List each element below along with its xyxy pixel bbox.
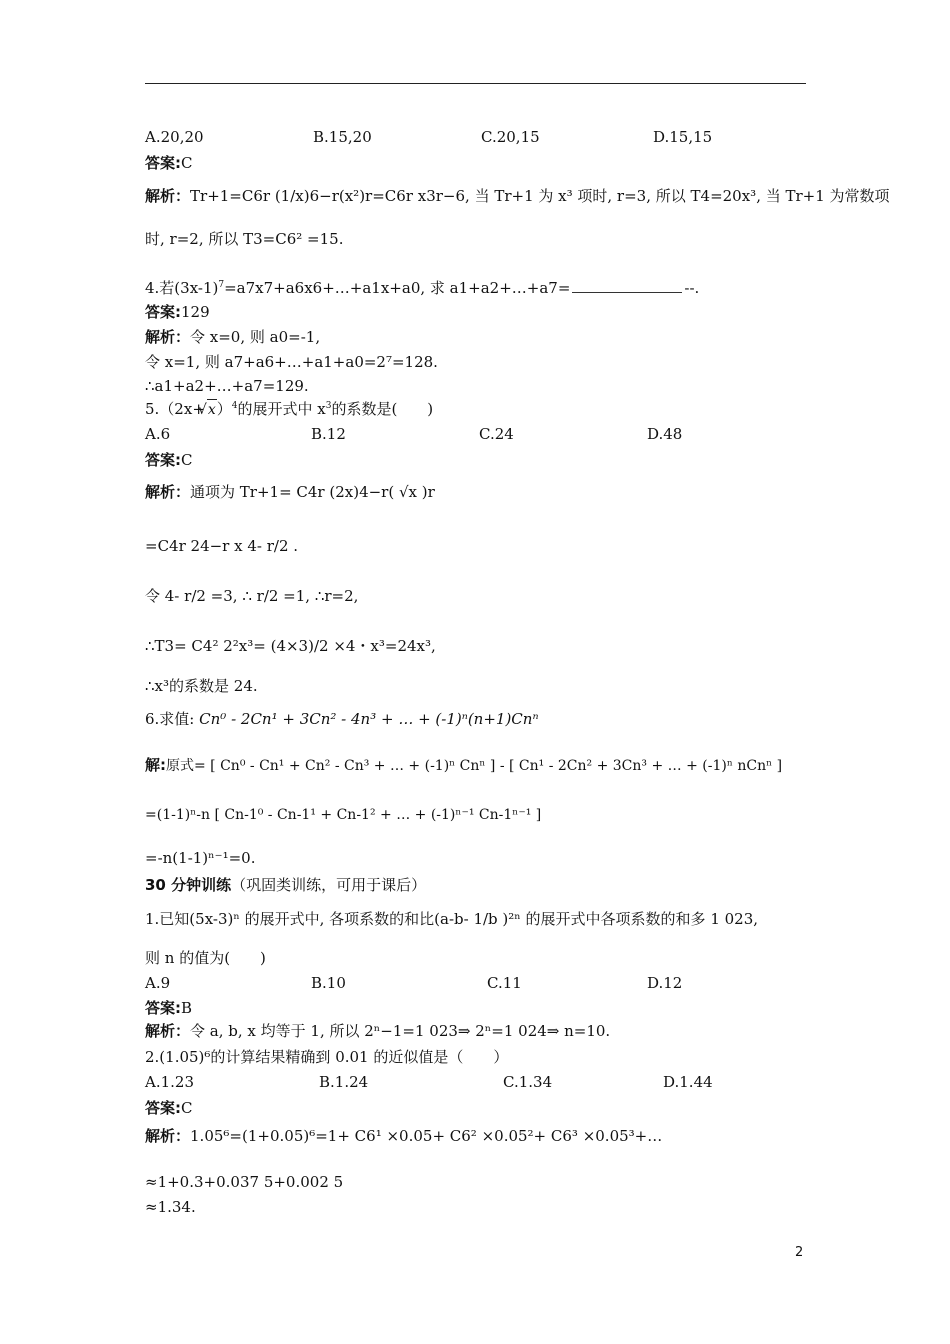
answer-label: 答案: (145, 154, 181, 172)
page-number: 2 (795, 1245, 804, 1260)
solution-label: 解: (145, 756, 166, 774)
q5-analysis-line4: ∴T3= C4² 2²x³= (4×3)/2 ×4・x³=24x³, (145, 637, 436, 655)
q6-solution-line1 (145, 755, 782, 776)
s1-analysis (145, 1021, 610, 1041)
option-b: B.15,20 (313, 128, 372, 146)
q5-analysis-line1 (145, 482, 435, 502)
answer-blank (572, 292, 682, 293)
question-text-c: 的展开式中 x (237, 400, 326, 418)
s1-question-line1: 1.已知(5x-3)ⁿ 的展开式中, 各项系数的和比(a-b- 1/b )²ⁿ 的展开式中各项系数的和多 1 023, (145, 910, 759, 928)
s2-answer (145, 1098, 192, 1118)
analysis-text: 通项为 Tr+1= C4r (2x)4−r( √x )r (190, 483, 435, 501)
option-b: B.10 (311, 974, 346, 992)
option-a: A.6 (145, 425, 171, 443)
option-b: B.1.24 (319, 1073, 369, 1091)
answer-value: C (181, 1099, 193, 1117)
answer-value: C (181, 451, 193, 469)
option-d: D.15,15 (653, 128, 713, 146)
s2-analysis-line2: ≈1+0.3+0.037 5+0.002 5 (145, 1173, 344, 1191)
answer-label: 答案: (145, 999, 181, 1017)
s1-question-line2: 则 n 的值为( ) (145, 949, 266, 967)
q3-analysis-line2: 时, r=2, 所以 T3=C6² =15. (145, 230, 344, 248)
q6-solution-line3: =-n(1-1)ⁿ⁻¹=0. (145, 849, 256, 867)
section-header (145, 875, 426, 895)
section-subtitle: （巩固类训练，可用于课后） (231, 876, 427, 894)
s2-question: 2.(1.05)⁶的计算结果精确到 0.01 的近似值是（ ） (145, 1048, 509, 1066)
q5-options (145, 425, 765, 445)
section-title: 30 分钟训练 (145, 876, 232, 894)
q5-question (145, 399, 433, 420)
s2-options (145, 1073, 765, 1093)
exponent: 7 (218, 280, 225, 290)
q6-question (145, 709, 539, 729)
q3-answer (145, 153, 192, 173)
q5-answer (145, 450, 192, 470)
analysis-text: 1.05⁶=(1+0.05)⁶=1+ C6¹ ×0.05+ C6² ×0.05²+ C6³ ×0.05³+… (190, 1127, 663, 1145)
q4-analysis-line3: ∴a1+a2+…+a7=129. (145, 377, 309, 395)
analysis-label: 解析： (145, 187, 191, 205)
q5-analysis-line3: 令 4- r/2 =3, ∴ r/2 =1, ∴r=2, (145, 587, 359, 605)
s2-analysis-line3: ≈1.34. (145, 1198, 196, 1216)
question-expression: Cn⁰ - 2Cn¹ + 3Cn² - 4n³ + … + (-1)ⁿ(n+1)Cnⁿ (199, 710, 539, 728)
option-d: D.48 (647, 425, 683, 443)
header-rule (145, 83, 806, 84)
question-text-a: 4.若(3x-1) (145, 279, 219, 297)
question-text-a: 5.（2x+ (145, 400, 205, 418)
question-text-b: =a7x7+a6x6+…+a1x+a0, 求 a1+a2+…+a7= (224, 279, 571, 297)
solution-text: =(1-1)ⁿ-n [ Cn-1⁰ - Cn-1¹ + Cn-1² + … + (-1)ⁿ⁻¹ Cn-1ⁿ⁻¹ ] (145, 807, 542, 823)
q4-answer (145, 302, 210, 322)
q4-analysis-line1 (145, 327, 320, 347)
analysis-text: 令 a, b, x 均等于 1, 所以 2ⁿ−1=1 023⇒ 2ⁿ=1 024⇒ n=10. (190, 1022, 611, 1040)
option-a: A.20,20 (145, 128, 204, 146)
option-a: A.1.23 (145, 1073, 194, 1091)
exponent-3: 3 (325, 401, 332, 411)
s1-answer (145, 998, 192, 1018)
exponent: 4 (231, 401, 238, 411)
q3-options (145, 128, 765, 148)
answer-value: B (181, 999, 193, 1017)
option-c: C.24 (479, 425, 514, 443)
question-text-d: 的系数是( ) (331, 400, 434, 418)
question-text-b: ） (216, 400, 232, 418)
analysis-text: Tr+1=C6r (1/x)6−r(x²)r=C6r x3r−6, 当 Tr+1 为 x³ 项时, r=3, 所以 T4=20x³, 当 Tr+1 为常数项 (190, 187, 890, 205)
sqrt-x: √ x (207, 399, 217, 420)
option-c: C.20,15 (481, 128, 540, 146)
analysis-label: 解析： (145, 328, 191, 346)
analysis-label: 解析： (145, 1022, 191, 1040)
analysis-label: 解析： (145, 483, 191, 501)
q4-analysis-line2: 令 x=1, 则 a7+a6+…+a1+a0=2⁷=128. (145, 353, 438, 371)
q4-question (145, 278, 699, 298)
q5-analysis-line2: =C4r 24−r x 4- r/2 . (145, 537, 299, 555)
answer-value: C (181, 154, 193, 172)
option-c: C.11 (487, 974, 522, 992)
s2-analysis-line1 (145, 1126, 662, 1146)
question-label: 6.求值: (145, 710, 195, 728)
answer-label: 答案: (145, 1099, 181, 1117)
q3-analysis-line1 (145, 186, 890, 206)
answer-label: 答案: (145, 303, 181, 321)
option-d: D.1.44 (663, 1073, 713, 1091)
analysis-text: 令 x=0, 则 a0=-1, (190, 328, 321, 346)
answer-label: 答案: (145, 451, 181, 469)
option-b: B.12 (311, 425, 346, 443)
option-c: C.1.34 (503, 1073, 553, 1091)
q6-solution-line2 (145, 804, 541, 825)
option-a: A.9 (145, 974, 171, 992)
analysis-label: 解析： (145, 1127, 191, 1145)
option-d: D.12 (647, 974, 683, 992)
question-end: --. (684, 279, 700, 297)
s1-options (145, 974, 765, 994)
q5-analysis-line5: ∴x³的系数是 24. (145, 677, 258, 695)
solution-text: 原式= [ Cn⁰ - Cn¹ + Cn² - Cn³ + … + (-1)ⁿ Cnⁿ ] - [ Cn¹ - 2Cn² + 3Cn³ + … + (-1)ⁿ nCnⁿ ] (166, 758, 783, 774)
answer-value: 129 (181, 303, 210, 321)
